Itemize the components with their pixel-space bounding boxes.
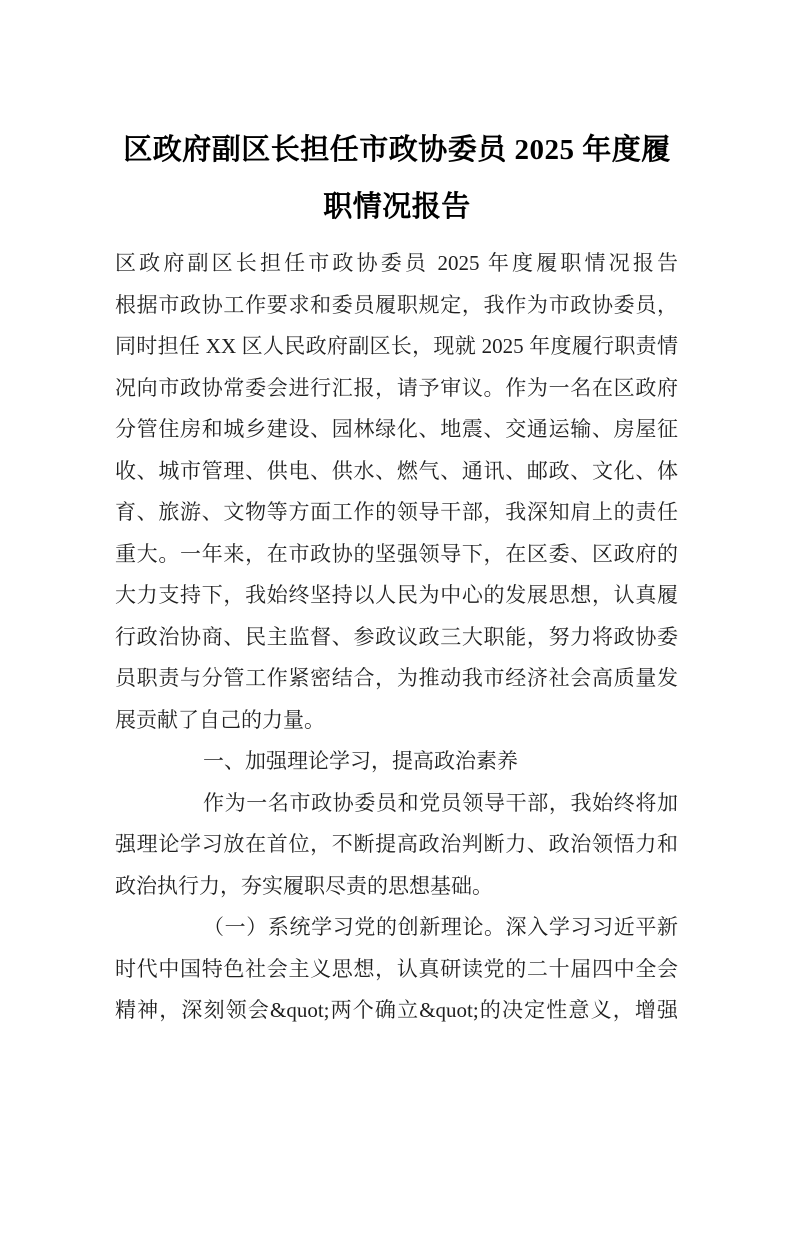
text-line: 时代中国特色社会主义思想，认真研读党的二十届四中全会: [115, 956, 678, 981]
text-line: 收、城市管理、供电、供水、燃气、通讯、邮政、文化、体: [115, 458, 678, 483]
text-line: 展贡献了自己的力量。: [115, 707, 325, 732]
text-line: 重大。一年来，在市政协的坚强领导下，在区委、区政府的: [115, 541, 678, 566]
text-line: 大力支持下，我始终坚持以人民为中心的发展思想，认真履: [115, 583, 678, 607]
text-line: 育、旅游、文物等方面工作的领导干部，我深知肩上的责任: [115, 500, 678, 524]
document-body: [115, 243, 678, 1032]
text-line: 政治执行力，夯实履职尽责的思想基础。: [115, 873, 493, 898]
text-line: 况向市政协常委会进行汇报，请予审议。作为一名在区政府: [115, 375, 678, 400]
text-line: 分管住房和城乡建设、园林绿化、地震、交通运输、房屋征: [115, 417, 678, 441]
document-page: [0, 122, 793, 1244]
text-line: 精神，深刻领会&quot;两个确立&quot;的决定性意义，增强: [115, 998, 678, 1022]
text-line: 强理论学习放在首位，不断提高政治判断力、政治领悟力和: [115, 832, 678, 856]
text-line: （一）系统学习党的创新理论。深入学习习近平新: [203, 915, 678, 939]
text-line: 一、加强理论学习，提高政治素养: [203, 749, 518, 773]
text-line: 根据市政协工作要求和委员履职规定，我作为市政协委员，: [115, 292, 678, 317]
text-line: 同时担任 XX 区人民政府副区长，现就 2025 年度履行职责情: [115, 334, 678, 358]
text-line: 行政治协商、民主监督、参政议政三大职能，努力将政协委: [115, 624, 678, 649]
text-line: 区政府副区长担任市政协委员 2025 年度履职情况报告: [115, 251, 678, 275]
text-line: 员职责与分管工作紧密结合，为推动我市经济社会高质量发: [115, 666, 678, 690]
text-line: 作为一名市政协委员和党员领导干部，我始终将加: [203, 790, 678, 815]
document-title: 区政府副区长担任市政协委员 2025 年度履职情况报告: [123, 134, 671, 223]
